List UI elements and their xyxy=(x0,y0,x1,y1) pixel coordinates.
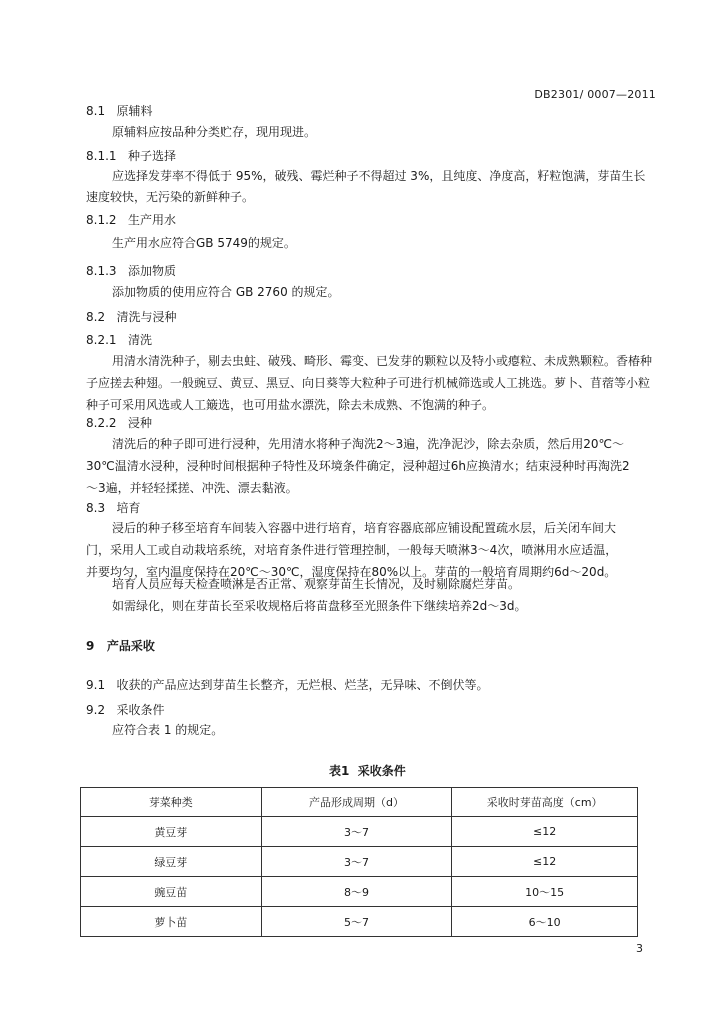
table-cell: ≤12 xyxy=(452,817,638,847)
harvest-conditions-table xyxy=(80,787,638,937)
section-number: 9 xyxy=(86,639,95,653)
section-title: 浸种 xyxy=(128,416,153,430)
paragraph-line: 种子可采用风选或人工簸选，也可用盐水漂洗，除去未成熟、不饱满的种子。 xyxy=(86,398,495,412)
section-number: 8.1 xyxy=(86,104,106,118)
section-title: 添加物质 xyxy=(128,264,177,278)
table-cell: 绿豆芽 xyxy=(81,847,262,877)
paragraph-line: 门，采用人工或自动栽培系统，对培育条件进行管理控制，一般每天喷淋3～4次，喷淋用水应适温， xyxy=(86,543,618,557)
paragraph: 添加物质的使用应符合 GB 2760 的规定。 xyxy=(112,285,340,299)
section-8-2-1-heading xyxy=(86,331,152,348)
section-title: 生产用水 xyxy=(128,213,177,227)
section-title: 产品采收 xyxy=(106,639,155,653)
table-cell: 3～7 xyxy=(261,817,452,847)
section-number: 8.1.3 xyxy=(86,264,117,278)
document-code: DB2301/ 0007—2011 xyxy=(534,88,656,101)
section-number: 8.1.2 xyxy=(86,213,117,227)
table-header-row xyxy=(81,788,638,817)
section-title: 培育 xyxy=(116,501,141,515)
paragraph-line: 培育人员应每天检查喷淋是否正常、观察芽苗生长情况，及时剔除腐烂芽苗。 xyxy=(112,577,521,591)
section-number: 8.3 xyxy=(86,501,106,515)
table-cell: 10～15 xyxy=(452,877,638,907)
column-header: 芽菜种类 xyxy=(81,788,262,817)
section-8-2-heading xyxy=(86,308,177,325)
section-9-2-heading xyxy=(86,701,165,718)
page-number: 3 xyxy=(636,942,643,955)
paragraph-line: 30℃温清水浸种，浸种时间根据种子特性及环境条件确定，浸种超过6h应换清水；结束浸种时再淘洗2 xyxy=(86,459,630,473)
paragraph-line: 速度较快，无污染的新鲜种子。 xyxy=(86,190,255,204)
table-row xyxy=(81,817,638,847)
paragraph-line: 浸后的种子移至培育车间装入容器中进行培育，培育容器底部应铺设配置疏水层，后关闭车间大 xyxy=(112,521,617,535)
paragraph-line: 如需绿化，则在芽苗长至采收规格后将苗盘移至光照条件下继续培养2d～3d。 xyxy=(112,599,527,613)
section-8-2-2-heading xyxy=(86,414,152,431)
section-8-1-1-heading xyxy=(86,147,176,164)
paragraph: 原辅料应按品种分类贮存，现用现进。 xyxy=(112,125,317,139)
table-row xyxy=(81,877,638,907)
paragraph: 应符合表 1 的规定。 xyxy=(112,723,224,737)
paragraph-line: ～3遍，并轻轻揉搓、冲洗、漂去黏液。 xyxy=(86,481,298,495)
paragraph-line: 子应搓去种翅。一般豌豆、黄豆、黑豆、向日葵等大粒种子可进行机械筛选或人工挑选。萝卜、苜蓿等小粒 xyxy=(86,376,651,390)
paragraph-line: 用清水清洗种子，剔去虫蛀、破残、畸形、霉变、已发芽的颗粒以及特小或瘪粒、未成熟颗粒。香椿种 xyxy=(112,354,653,368)
paragraph-line: 应选择发芽率不得低于 95%，破残、霉烂种子不得超过 3%，且纯度、净度高，籽粒饱满，芽苗生长 xyxy=(112,169,646,183)
table-cell: 8～9 xyxy=(261,877,452,907)
section-8-1-3-heading xyxy=(86,262,176,279)
column-header: 产品形成周期（d） xyxy=(261,788,452,817)
section-title: 清洗与浸种 xyxy=(116,310,177,324)
section-title: 采收条件 xyxy=(116,703,165,717)
table-title: 采收条件 xyxy=(357,764,406,778)
section-8-3-heading xyxy=(86,499,141,516)
table-cell: 豌豆苗 xyxy=(81,877,262,907)
section-9-heading xyxy=(86,637,155,654)
paragraph: 生产用水应符合GB 5749的规定。 xyxy=(112,236,296,250)
column-header: 采收时芽苗高度（cm） xyxy=(452,788,638,817)
section-number: 8.2.1 xyxy=(86,333,117,347)
section-8-1-2-heading xyxy=(86,211,176,228)
table-caption xyxy=(329,762,406,779)
section-number: 8.2.2 xyxy=(86,416,117,430)
section-number: 9.2 xyxy=(86,703,106,717)
section-title: 清洗 xyxy=(128,333,153,347)
section-title: 种子选择 xyxy=(128,149,177,163)
paragraph-line: 清洗后的种子即可进行浸种，先用清水将种子淘洗2～3遍，洗净泥沙，除去杂质，然后用20℃～ xyxy=(112,437,625,451)
table-cell: 5～7 xyxy=(261,907,452,937)
table-cell: 6～10 xyxy=(452,907,638,937)
section-9-1 xyxy=(86,676,489,693)
section-title: 原辅料 xyxy=(116,104,153,118)
section-number: 8.1.1 xyxy=(86,149,117,163)
section-number: 9.1 xyxy=(86,678,106,692)
table-number: 表1 xyxy=(329,764,350,778)
paragraph-line: 并要均匀，室内温度保持在20℃～30℃，湿度保持在80%以上。芽苗的一般培育周期约6d～20d。 xyxy=(86,565,617,579)
table-row xyxy=(81,907,638,937)
table-cell: 黄豆芽 xyxy=(81,817,262,847)
table-cell: 3～7 xyxy=(261,847,452,877)
table-row xyxy=(81,847,638,877)
table-cell: ≤12 xyxy=(452,847,638,877)
paragraph: 收获的产品应达到芽苗生长整齐，无烂根、烂茎，无异味、不倒伏等。 xyxy=(116,678,489,692)
section-8-1-heading xyxy=(86,102,153,119)
section-number: 8.2 xyxy=(86,310,106,324)
table-cell: 萝卜苗 xyxy=(81,907,262,937)
